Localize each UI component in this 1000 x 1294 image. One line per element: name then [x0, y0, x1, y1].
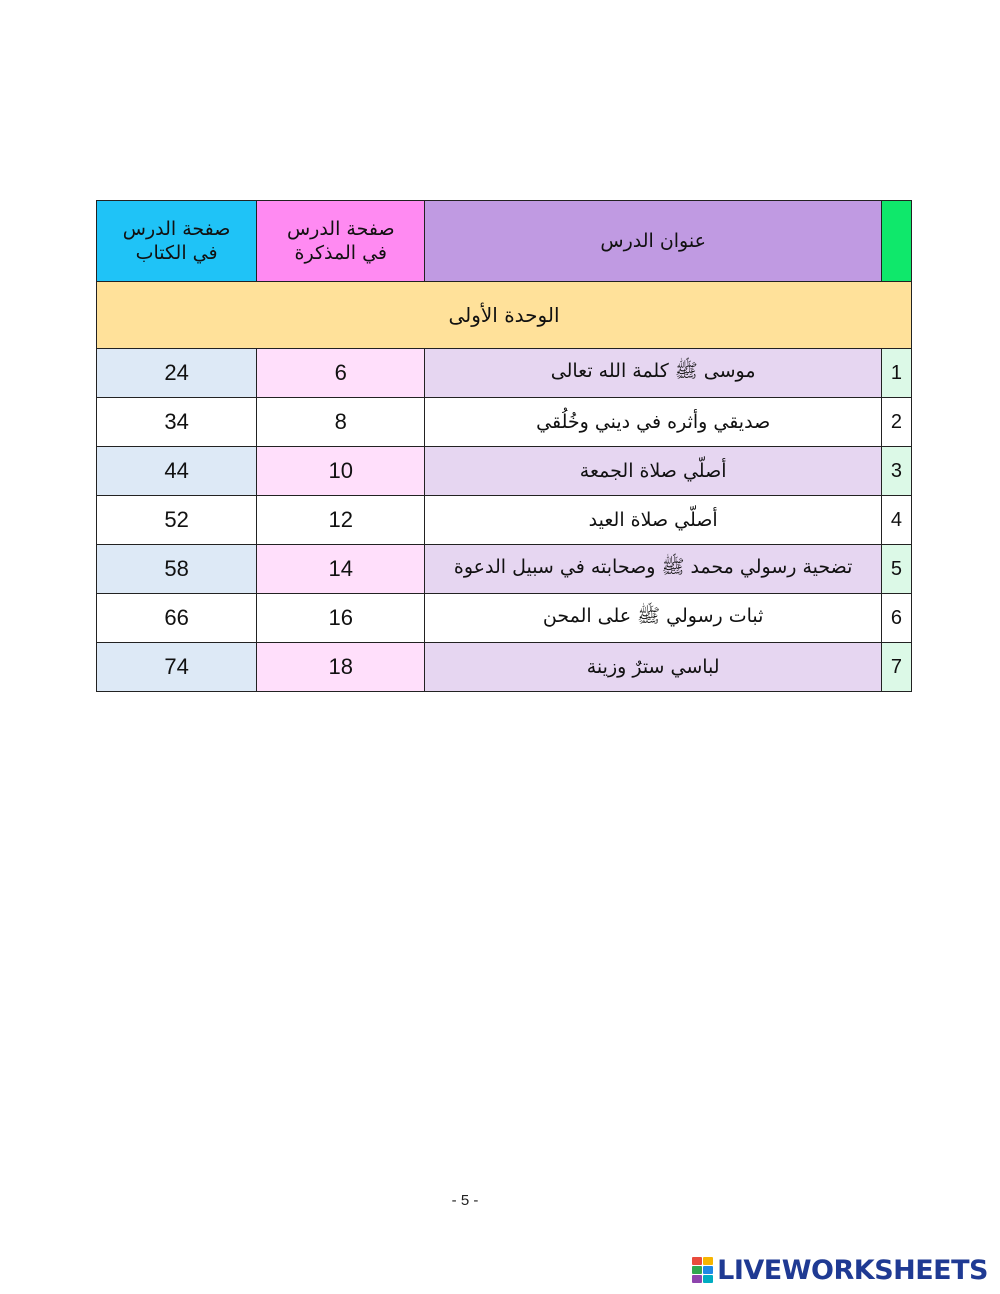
logo-square	[692, 1275, 702, 1283]
lesson-index-cell: 2	[881, 398, 911, 447]
book-page-header	[97, 201, 257, 282]
page-number: - 5 -	[451, 1192, 479, 1209]
lessons-table	[96, 200, 912, 692]
book-page-cell: 34	[97, 398, 257, 447]
logo-square	[703, 1266, 713, 1274]
table-row	[97, 496, 912, 545]
book-page-cell: 66	[97, 594, 257, 643]
book-page-cell: 58	[97, 545, 257, 594]
lesson-title-cell: ثبات رسولي ﷺ على المحن	[425, 594, 882, 643]
book-page-cell: 24	[97, 349, 257, 398]
brand-name: LIVEWORKSHEETS	[717, 1254, 988, 1286]
unit-title-cell	[97, 282, 912, 349]
memo-page-cell: 12	[257, 496, 425, 545]
book-page-cell: 52	[97, 496, 257, 545]
lesson-index-cell: 5	[881, 545, 911, 594]
table-row	[97, 447, 912, 496]
table-row	[97, 643, 912, 692]
table-row	[97, 398, 912, 447]
logo-square	[703, 1275, 713, 1283]
book-page-cell: 74	[97, 643, 257, 692]
lesson-title-cell: تضحية رسولي محمد ﷺ وصحابته في سبيل الدعوة	[425, 545, 882, 594]
memo-page-header-label: صفحة الدرس في المذكرة	[286, 218, 395, 264]
lesson-title-cell: أصلّي صلاة العيد	[425, 496, 882, 545]
memo-page-header	[257, 201, 425, 282]
book-page-header-label: صفحة الدرس في الكتاب	[122, 218, 231, 264]
unit-row	[97, 282, 912, 349]
lesson-title-cell: موسى ﷺ كلمة الله تعالى	[425, 349, 882, 398]
memo-page-cell: 16	[257, 594, 425, 643]
lesson-title-header	[425, 201, 882, 282]
logo-square	[692, 1257, 702, 1265]
memo-page-cell: 10	[257, 447, 425, 496]
liveworksheets-logo-icon	[692, 1257, 714, 1283]
logo-square	[703, 1257, 713, 1265]
lesson-index-cell: 1	[881, 349, 911, 398]
table-row	[97, 594, 912, 643]
book-page-cell: 44	[97, 447, 257, 496]
lesson-index-cell: 7	[881, 643, 911, 692]
lesson-title-cell: لباسي سترٌ وزينة	[425, 643, 882, 692]
unit-title: الوحدة الأولى	[448, 303, 560, 327]
lesson-index-cell: 3	[881, 447, 911, 496]
memo-page-cell: 14	[257, 545, 425, 594]
lesson-title-header-label: عنوان الدرس	[600, 230, 706, 252]
memo-page-cell: 6	[257, 349, 425, 398]
brand-footer	[692, 1252, 988, 1288]
lesson-title-cell: أصلّي صلاة الجمعة	[425, 447, 882, 496]
logo-square	[692, 1266, 702, 1274]
lesson-index-cell: 4	[881, 496, 911, 545]
memo-page-cell: 18	[257, 643, 425, 692]
memo-page-cell: 8	[257, 398, 425, 447]
table-row	[97, 545, 912, 594]
index-header	[881, 201, 911, 282]
lesson-title-cell: صديقي وأثره في ديني وخُلُقي	[425, 398, 882, 447]
table-header-row	[97, 201, 912, 282]
lesson-index-cell: 6	[881, 594, 911, 643]
table-row	[97, 349, 912, 398]
